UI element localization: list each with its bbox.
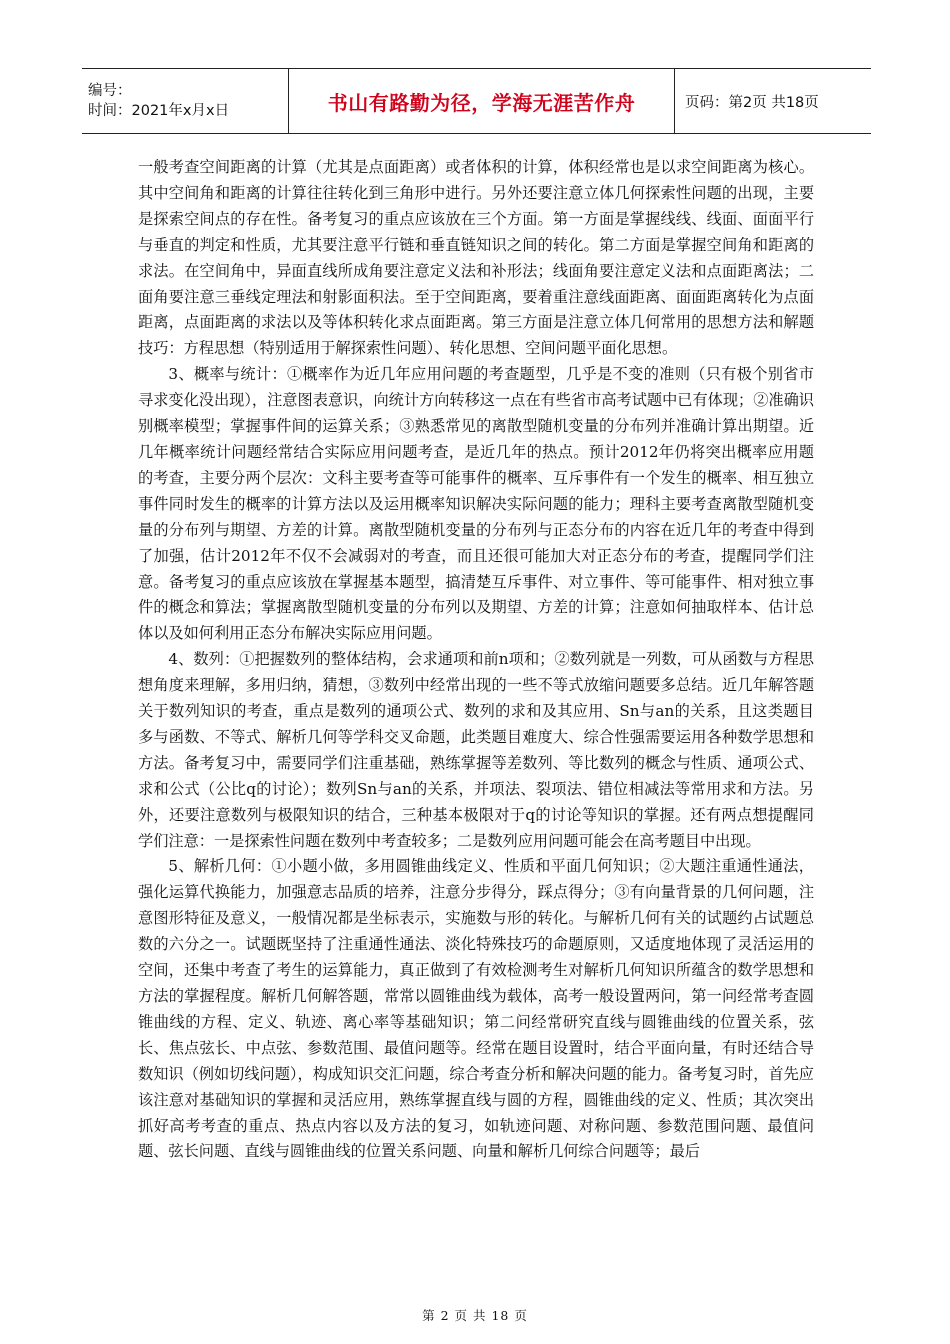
paragraph-analytic-geometry: 5、解析几何：①小题小做，多用圆锥曲线定义、性质和平面几何知识；②大题注重通性通法，强化运算代换能力，加强意志品质的培养，注意分步得分，踩点得分；③有向量背景的几何问题，注意图形特征及意义，一般情况都是坐标表示，实施数与形的转化。与解析几何有关的试题约占试题总数的六分之一。试题既坚持了注重通性通法、淡化特殊技巧的命题原则，又适度地体现了灵活运用的空间，还集中考查了考生的运算能力，真正做到了有效检测考生对解析几何知识所蕴含的数学思想和方法的掌握程度。解析几何解答题，常常以圆锥曲线为载体，高考一般设置两问，第一问经常考查圆锥曲线的方程、定义、轨迹、离心率等基础知识；第二问经常研究直线与圆锥曲线的位置关系，弦长、焦点弦长、中点弦、参数范围、最值问题等。经常在题目设置时，结合平面向量，有时还结合导数知识（例如切线问题），构成知识交汇问题，综合考查分析和解决问题的能力。备考复习时，首先应该注意对基础知识的掌握和灵活应用，熟练掌握直线与圆的方程，圆锥曲线的定义、性质；其次突出抓好高考考查的重点、热点内容以及方法的复习，如轨迹问题、对称问题、参数范围问题、最值问题、弦长问题、直线与圆锥曲线的位置关系问题、向量和解析几何综合问题等；最后 <box>138 857 814 1161</box>
header-page-cell <box>675 69 872 134</box>
paragraph-sequences: 4、数列：①把握数列的整体结构，会求通项和前n项和；②数列就是一列数，可从函数与方程思想角度来理解，多用归纳，猜想，③数列中经常出现的一些不等式放缩问题要多总结。近几年解答题关于数列知识的考查，重点是数列的通项公式、数列的求和及其应用、Sn与an的关系，且这类题目多与函数、不等式、解析几何等学科交叉命题，此类题目难度大、综合性强需要运用各种数学思想和方法。备考复习中，需要同学们注重基础，熟练掌握等差数列、等比数列的概念与性质、通项公式、求和公式（公比q的讨论）；数列Sn与an的关系，并项法、裂项法、错位相减法等常用求和方法。另外，还要注意数列与极限知识的结合，三种基本极限对于q的讨论等知识的掌握。还有两点想提醒同学们注意：一是探索性问题在数列中考查较多；二是数列应用问题可能会在高考题目中出现。 <box>138 650 814 850</box>
time-label: 时间：2021年x月x日 <box>88 103 230 119</box>
number-label: 编号： <box>88 83 132 99</box>
document-body <box>138 155 814 1165</box>
paragraph-space-geometry: 一般考查空间距离的计算（尤其是点面距离）或者体积的计算，体积经常也是以求空间距离为核心。其中空间角和距离的计算往往转化到三角形中进行。另外还要注意立体几何探索性问题的出现，主要是探索空间点的存在性。备考复习的重点应该放在三个方面。第一方面是掌握线线、线面、面面平行与垂直的判定和性质，尤其要注意平行链和垂直链知识之间的转化。第二方面是掌握空间角和距离的求法。在空间角中，异面直线所成角要注意定义法和补形法；线面角要注意定义法和点面距离法；二面角要注意三垂线定理法和射影面积法。至于空间距离，要着重注意线面距离、面面距离转化为点面距离，点面距离的求法以及等体积转化求点面距离。第三方面是注意立体几何常用的思想方法和解题技巧：方程思想（特别适用于解探索性问题）、转化思想、空间问题平面化思想。 <box>138 158 814 358</box>
footer-page-number: 第 2 页 共 18 页 <box>422 1308 528 1323</box>
header-motto-cell <box>289 69 675 134</box>
header-meta-cell <box>82 69 289 134</box>
paragraph-probability-statistics: 3、概率与统计：①概率作为近几年应用问题的考查题型，几乎是不变的准则（只有极个别省市寻求变化没出现），注意图表意识，向统计方向转移这一点在有些省市高考试题中已有体现；②准确识别概率模型；掌握事件间的运算关系；③熟悉常见的离散型随机变量的分布列并准确计算出期望。近几年概率统计问题经常结合实际应用问题考查，是近几年的热点。预计2012年仍将突出概率应用题的考查，主要分两个层次：文科主要考查等可能事件的概率、互斥事件有一个发生的概率、相互独立事件同时发生的概率的计算方法以及运用概率知识解决实际问题的能力；理科主要考查离散型随机变量的分布列与期望、方差的计算。离散型随机变量的分布列与正态分布的内容在近几年的考查中得到了加强，估计2012年不仅不会减弱对的考查，而且还很可能加大对正态分布的考查，提醒同学们注意。备考复习的重点应该放在掌握基本题型，搞清楚互斥事件、对立事件、等可能事件、相对独立事件的概念和算法；掌握离散型随机变量的分布列以及期望、方差的计算；注意如何抽取样本、估计总体以及如何利用正态分布解决实际应用问题。 <box>138 365 814 643</box>
page-footer <box>0 1306 950 1324</box>
page-label: 页码：第2页 共18页 <box>685 94 819 111</box>
motto: 书山有路勤为径，学海无涯苦作舟 <box>327 90 636 115</box>
document-header <box>82 68 871 134</box>
